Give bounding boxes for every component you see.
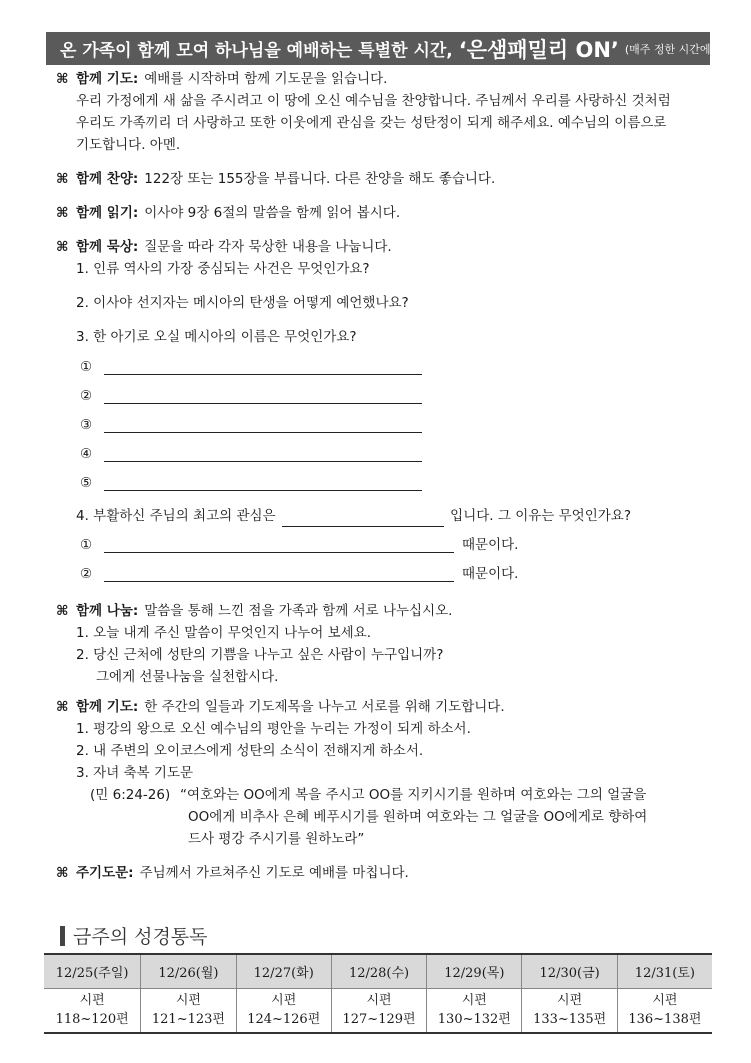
list-item: 2. 내 주변의 오이코스에게 성탄의 소식이 전해지게 하소서. (76, 743, 424, 759)
question: 1. 인류 역사의 가장 중심되는 사건은 무엇인가요? (76, 261, 370, 277)
verse-reference: (민 6:24-26) (90, 787, 171, 803)
verse-line: OO에게 비추사 은혜 베푸시기를 원하며 여호와는 그 얼굴을 OO에게로 향하여 (188, 809, 648, 825)
answer-blank[interactable] (104, 445, 422, 462)
worship-guide (56, 68, 706, 884)
chapter-range: 124~126편 (247, 1012, 321, 1027)
section-opening-prayer (56, 68, 706, 156)
section-reading (56, 202, 706, 224)
section-title: 함께 기도: (76, 71, 139, 87)
command-mark-icon: ⌘ (56, 865, 69, 881)
chapter-range: 121~123편 (151, 1012, 225, 1027)
answer-row (56, 559, 706, 588)
verse-line: “여호와는 OO에게 복을 주시고 OO를 지키시기를 원하며 여호와는 그의 얼굴을 (180, 787, 647, 803)
command-mark-icon: ⌘ (56, 205, 69, 221)
section-title: 함께 찬양: (76, 171, 139, 187)
book-name: 시편 (461, 993, 487, 1008)
answer-number: ⑤ (80, 474, 93, 491)
answer-blank[interactable] (104, 387, 422, 404)
header-banner (46, 32, 715, 65)
book-name: 시편 (175, 993, 201, 1008)
date-header: 12/28(수) (331, 954, 426, 989)
section-sharing (56, 600, 706, 688)
book-name: 시편 (652, 993, 678, 1008)
answer-row (56, 439, 706, 468)
section-title: 함께 읽기: (76, 205, 139, 221)
list-item: 3. 자녀 축복 기도문 (76, 765, 194, 781)
answer-row (56, 352, 706, 381)
section-lords-prayer (56, 862, 706, 884)
reading-cell (236, 989, 331, 1034)
banner-text: 온 가족이 함께 모여 하나님을 예배하는 특별한 시간, (60, 41, 453, 61)
title-bar-icon (60, 926, 65, 946)
section-title: 함께 나눔: (76, 603, 139, 619)
book-name: 시편 (557, 993, 583, 1008)
reading-cell (522, 989, 617, 1034)
answer-blank[interactable] (104, 358, 422, 375)
chapter-range: 136~138편 (628, 1012, 702, 1027)
reading-plan-table (44, 953, 712, 1034)
reading-cell (427, 989, 522, 1034)
answer-row (56, 381, 706, 410)
section-closing-prayer (56, 696, 706, 850)
date-header: 12/31(토) (617, 954, 712, 989)
command-mark-icon: ⌘ (56, 71, 69, 87)
question-text: 4. 부활하신 주님의 최고의 관심은 (76, 508, 276, 524)
answer-number: ② (80, 387, 93, 404)
list-item: 1. 오늘 내게 주신 말씀이 무엇인지 나누어 보세요. (76, 625, 371, 641)
section-title: 주기도문: (76, 865, 134, 881)
banner-note: (매주 정한 시간에) (624, 42, 715, 56)
answer-row (56, 530, 706, 559)
list-item: 그에게 선물나눔을 실천합시다. (96, 669, 279, 685)
prayer-line: 우리 가정에게 새 삶을 주시려고 이 땅에 오신 예수님을 찬양합니다. 주님께서 우리를 사랑하신 것처럼 (76, 93, 671, 109)
answer-number: ② (80, 565, 93, 582)
date-header: 12/30(금) (522, 954, 617, 989)
reading-cell (331, 989, 426, 1034)
table-header-row (44, 954, 712, 989)
date-header: 12/25(주일) (44, 954, 141, 989)
reading-cell (141, 989, 236, 1034)
book-name: 시편 (79, 993, 105, 1008)
reading-plan-title (60, 922, 208, 949)
question: 3. 한 아기로 오실 메시아의 이름은 무엇인가요? (76, 329, 357, 345)
answer-blank[interactable] (104, 565, 454, 582)
banner-program-name: ‘은샘패밀리 ON’ (458, 37, 619, 62)
answer-number: ③ (80, 416, 93, 433)
section-desc: 한 주간의 일들과 기도제목을 나누고 서로를 위해 기도합니다. (144, 699, 505, 715)
chapter-range: 118~120편 (55, 1012, 129, 1027)
prayer-line: 우리도 가족끼리 더 사랑하고 또한 이웃에게 관심을 갖는 성탄정이 되게 해주세요. 예수님의 이름으로 (76, 115, 667, 131)
answer-blank[interactable] (104, 474, 422, 491)
table-row (44, 989, 712, 1034)
answer-number: ① (80, 358, 93, 375)
answer-suffix: 때문이다. (462, 536, 519, 553)
question: 2. 이사야 선지자는 메시아의 탄생을 어떻게 예언했나요? (76, 295, 409, 311)
command-mark-icon: ⌘ (56, 603, 69, 619)
chapter-range: 130~132편 (437, 1012, 511, 1027)
date-header: 12/29(목) (427, 954, 522, 989)
question (56, 505, 706, 527)
reading-cell (44, 989, 141, 1034)
book-name: 시편 (271, 993, 297, 1008)
verse-line: 드사 평강 주시기를 원하노라” (188, 831, 365, 847)
answer-number: ④ (80, 445, 93, 462)
reading-plan-heading: 금주의 성경통독 (73, 926, 208, 948)
section-meditation (56, 236, 706, 588)
answer-suffix: 때문이다. (462, 565, 519, 582)
list-item: 2. 당신 근처에 성탄의 기쁨을 나누고 싶은 사람이 누구입니까? (76, 647, 444, 663)
blessing-verse (56, 784, 706, 850)
prayer-line: 기도합니다. 아멘. (76, 137, 181, 153)
answer-blank[interactable] (104, 416, 422, 433)
section-praise (56, 168, 706, 190)
section-title: 함께 묵상: (76, 239, 139, 255)
chapter-range: 127~129편 (342, 1012, 416, 1027)
section-title: 함께 기도: (76, 699, 139, 715)
answer-blank[interactable] (282, 512, 444, 527)
date-header: 12/26(월) (141, 954, 236, 989)
question-text: 입니다. 그 이유는 무엇인가요? (450, 508, 631, 524)
section-desc: 예배를 시작하며 함께 기도문을 읽습니다. (144, 71, 388, 87)
answer-row (56, 468, 706, 497)
book-name: 시편 (366, 993, 392, 1008)
date-header: 12/27(화) (236, 954, 331, 989)
section-desc: 이사야 9장 6절의 말씀을 함께 읽어 봅시다. (144, 205, 401, 221)
list-item: 1. 평강의 왕으로 오신 예수님의 평안을 누리는 가정이 되게 하소서. (76, 721, 471, 737)
section-desc: 주님께서 가르쳐주신 기도로 예배를 마칩니다. (139, 865, 409, 881)
answer-number: ① (80, 536, 93, 553)
reading-cell (617, 989, 712, 1034)
section-desc: 122장 또는 155장을 부릅니다. 다른 찬양을 해도 좋습니다. (144, 171, 496, 187)
section-desc: 질문을 따라 각자 묵상한 내용을 나눕니다. (144, 239, 392, 255)
command-mark-icon: ⌘ (56, 699, 69, 715)
command-mark-icon: ⌘ (56, 239, 69, 255)
answer-row (56, 410, 706, 439)
answer-blank[interactable] (104, 536, 454, 553)
chapter-range: 133~135편 (533, 1012, 607, 1027)
command-mark-icon: ⌘ (56, 171, 69, 187)
section-desc: 말씀을 통해 느낀 점을 가족과 함께 서로 나누십시오. (144, 603, 453, 619)
